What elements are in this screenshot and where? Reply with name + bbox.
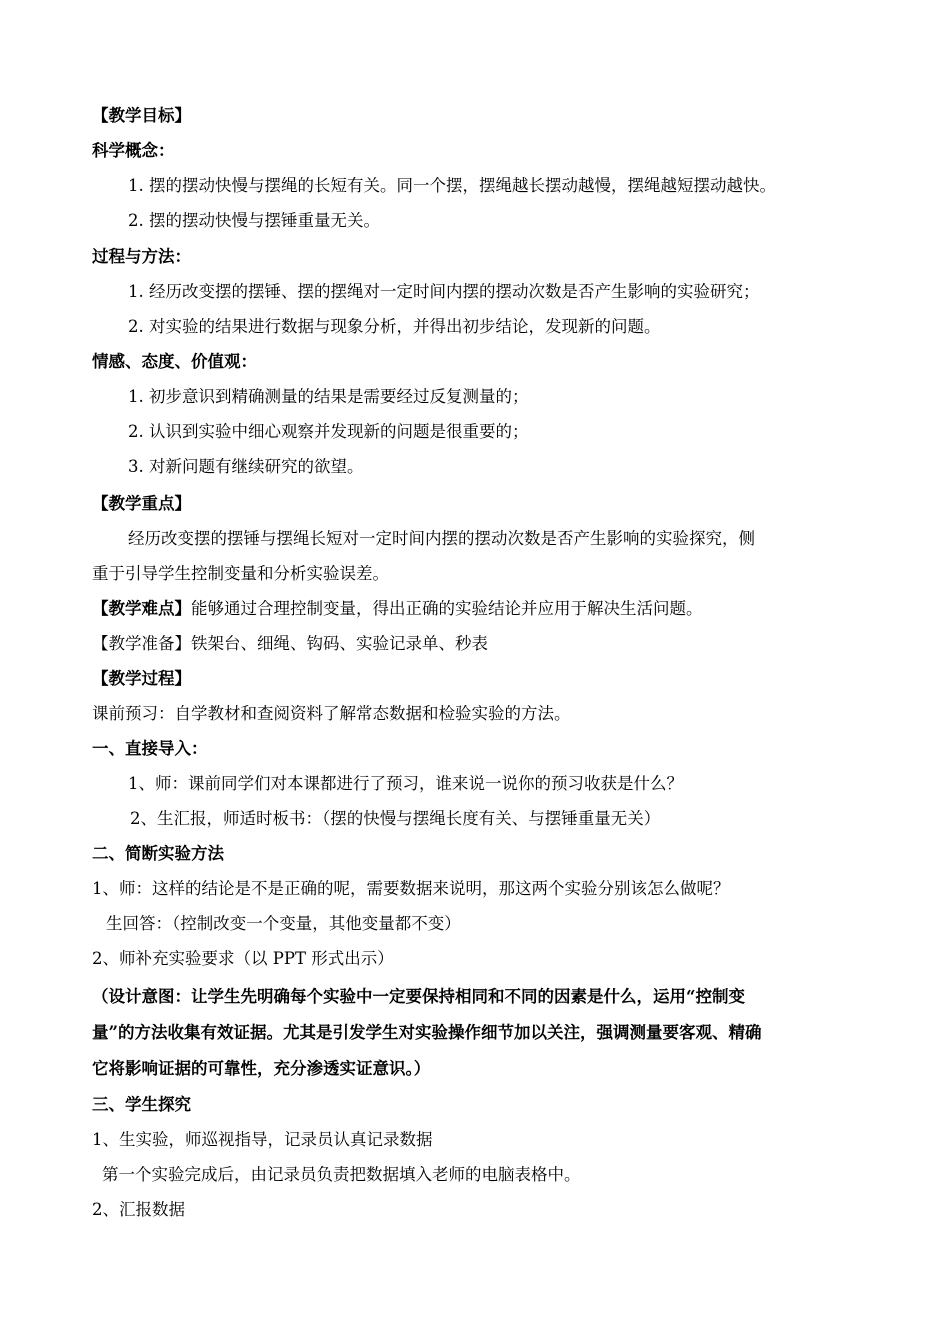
concept-item-1: 1. 摆的摆动快慢与摆绳的长短有关。同一个摆，摆绳越长摆动越慢，摆绳越短摆动越快。 xyxy=(128,176,776,195)
section-3-item-2: 2、汇报数据 xyxy=(92,1200,185,1219)
procedure-heading: 【教学过程】 xyxy=(92,669,191,688)
section-3-item-1: 1、生实验，师巡视指导，记录员认真记录数据 xyxy=(92,1130,433,1149)
objectives-heading: 【教学目标】 xyxy=(92,106,191,125)
process-item-2: 2. 对实验的结果进行数据与现象分析，并得出初步结论，发现新的问题。 xyxy=(128,317,661,336)
design-intent-line-1: （设计意图：让学生先明确每个实验中一定要保持相同和不同的因素是什么，运用“控制变 xyxy=(92,987,745,1006)
preparation-text: 铁架台、细绳、钩码、实验记录单、秒表 xyxy=(191,634,488,653)
attitude-item-3: 3. 对新问题有继续研究的欲望。 xyxy=(128,457,364,476)
design-intent-line-2: 量”的方法收集有效证据。尤其是引发学生对实验操作细节加以关注，强调测量要客观、精确 xyxy=(92,1023,762,1042)
section-2-answer: 生回答：（控制改变一个变量，其他变量都不变） xyxy=(106,914,461,933)
difficulty-line xyxy=(92,598,703,620)
design-intent-line-3: 它将影响证据的可靠性，充分渗透实证意识。） xyxy=(92,1059,431,1078)
key-points-line-2: 重于引导学生控制变量和分析实验误差。 xyxy=(92,564,389,583)
concept-item-2: 2. 摆的摆动快慢与摆锤重量无关。 xyxy=(128,211,380,230)
difficulty-label: 【教学难点】 xyxy=(92,599,191,618)
preparation-label: 【教学准备】 xyxy=(92,634,191,653)
preview-line: 课前预习：自学教材和查阅资料了解常态数据和检验实验的方法。 xyxy=(92,704,571,723)
key-points-line-1: 经历改变摆的摆锤与摆绳长短对一定时间内摆的摆动次数是否产生影响的实验探究，侧 xyxy=(128,529,755,548)
section-2-item-1: 1、师：这样的结论是不是正确的呢，需要数据来说明，那这两个实验分别该怎么做呢？ xyxy=(92,879,730,898)
section-1-item-2: 2、生汇报，师适时板书：（摆的快慢与摆绳长度有关、与摆锤重量无关） xyxy=(130,809,661,828)
section-3-heading: 三、学生探究 xyxy=(92,1095,191,1114)
process-heading: 过程与方法： xyxy=(92,247,191,266)
attitude-item-1: 1. 初步意识到精确测量的结果是需要经过反复测量的； xyxy=(128,387,529,406)
section-2-item-2: 2、师补充实验要求（以 PPT 形式出示） xyxy=(92,949,394,968)
attitude-heading: 情感、态度、价值观： xyxy=(92,352,257,371)
section-2-heading: 二、简断实验方法 xyxy=(92,844,224,863)
concept-heading: 科学概念： xyxy=(92,141,175,160)
section-1-item-1: 1、师：课前同学们对本课都进行了预习，谁来说一说你的预习收获是什么？ xyxy=(128,774,683,793)
process-item-1: 1. 经历改变摆的摆锤、摆的摆绳对一定时间内摆的摆动次数是否产生影响的实验研究； xyxy=(128,282,760,301)
section-3-note: 第一个实验完成后，由记录员负责把数据填入老师的电脑表格中。 xyxy=(102,1165,581,1184)
difficulty-text: 能够通过合理控制变量，得出正确的实验结论并应用于解决生活问题。 xyxy=(191,599,703,618)
section-1-heading: 一、直接导入： xyxy=(92,739,208,758)
key-points-heading: 【教学重点】 xyxy=(92,494,191,513)
preparation-line xyxy=(92,633,488,655)
attitude-item-2: 2. 认识到实验中细心观察并发现新的问题是很重要的； xyxy=(128,422,529,441)
